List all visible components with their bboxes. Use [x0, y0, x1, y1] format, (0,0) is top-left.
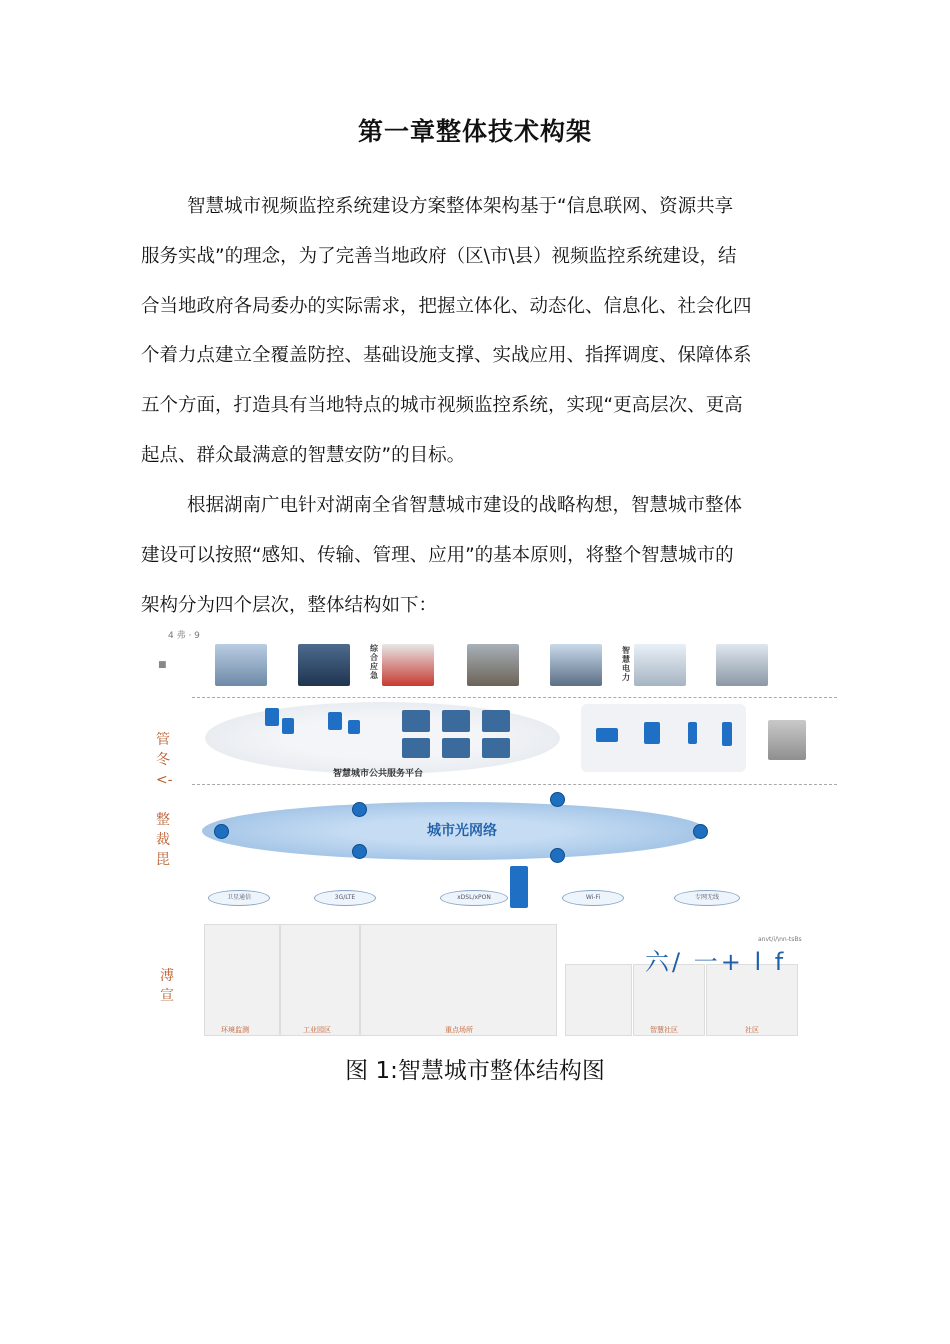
paragraph-line: 五个方面，打造具有当地特点的城市视频监控系统，实现“更高层次、更高 [141, 395, 743, 417]
client-icon [688, 722, 697, 744]
router-icon [550, 848, 565, 863]
platform-module-icon [442, 738, 470, 758]
router-icon [550, 792, 565, 807]
garbled-overlay: 六/ 一+ l f [645, 948, 787, 976]
network-type-oval: xDSL/xPON [440, 890, 508, 906]
layer-divider [192, 784, 837, 785]
server-icon [282, 718, 294, 734]
router-icon [352, 802, 367, 817]
sensing-panel [360, 924, 557, 1036]
platform-module-icon [482, 710, 510, 732]
building-icon [768, 720, 806, 760]
paragraph-line: 个着力点建立全覆盖防控、基础设施支撑、实战应用、指挥调度、保障体系 [141, 345, 752, 367]
network-type-oval: 卫星通信 [208, 890, 270, 906]
sensing-panel [565, 964, 632, 1036]
platform-name: 智慧城市公共服务平台 [333, 769, 424, 779]
panel-footer: 重点场所 [445, 1026, 473, 1034]
olt-device-icon [510, 866, 528, 908]
layer-divider [192, 697, 837, 698]
paragraph-line: 合当地政府各局委办的实际需求，把握立体化、动态化、信息化、社会化四 [141, 295, 752, 317]
page-title: 第一章整体技术构架 [357, 117, 592, 146]
app-layer-text: 4 弗 · 9 [168, 631, 200, 641]
app-side-mark: ■ [158, 660, 167, 670]
paragraph-line: 架构分为四个层次，整体结构如下： [141, 594, 438, 616]
corner-watermark: anvt/i/\nn-tsBs [758, 936, 802, 943]
panel-footer: 智慧社区 [650, 1026, 678, 1034]
platform-module-icon [482, 738, 510, 758]
paragraph-line: 服务实战”的理念，为了完善当地政府（区\市\县）视频监控系统建设，结 [141, 245, 737, 267]
devices-photo [716, 644, 768, 686]
sensing-panel [204, 924, 280, 1036]
server-icon [328, 712, 342, 730]
ambulance-photo [382, 644, 434, 686]
platform-module-icon [442, 710, 470, 732]
figure-caption: 图 1:智慧城市整体结构图 [345, 1058, 605, 1084]
network-name: 城市光网络 [427, 823, 497, 839]
mobile-terminal-icon [722, 722, 732, 746]
traffic-photo [467, 644, 519, 686]
wind-turbine-photo [634, 644, 686, 686]
sensing-layer-label: 溥宣 [160, 968, 174, 1004]
structure-paragraph [141, 481, 809, 630]
paragraph-line: 建设可以按照“感知、传输、管理、应用”的基本原则，将整个智慧城市的 [141, 544, 734, 566]
network-type-oval: Wi-Fi [562, 890, 624, 906]
server-icon [348, 720, 360, 734]
router-icon [214, 824, 229, 839]
sensing-panel [280, 924, 360, 1036]
monitor-icon [596, 728, 618, 742]
emergency-label: 综合应急 [370, 644, 378, 680]
architecture-figure [150, 624, 840, 1044]
panel-footer: 社区 [745, 1026, 759, 1034]
building-photo [298, 644, 350, 686]
panel-footer: 环境监测 [221, 1026, 249, 1034]
network-type-oval: 3G/LTE [314, 890, 376, 906]
paragraph-line: 根据湖南广电针对湖南全省智慧城市建设的战略构想，智慧城市整体 [187, 495, 743, 516]
server-icon [265, 708, 279, 726]
paragraph-line: 智慧城市视频监控系统建设方案整体架构基于“信息联网、资源共享 [187, 196, 734, 217]
screen-icon [644, 722, 660, 744]
platform-module-icon [402, 710, 430, 732]
factory-photo [550, 644, 602, 686]
network-type-oval: 专网无线 [674, 890, 740, 906]
city-photo [215, 644, 267, 686]
power-label: 智慧电力 [622, 646, 630, 682]
paragraph-line: 起点、群众最满意的智慧安防”的目标。 [141, 444, 466, 466]
panel-footer: 工业园区 [303, 1026, 331, 1034]
router-icon [693, 824, 708, 839]
router-icon [352, 844, 367, 859]
platform-module-icon [402, 738, 430, 758]
transport-layer-label: 整裁毘 [156, 812, 170, 868]
management-layer-label: 管冬<- [156, 732, 173, 788]
intro-paragraph [141, 182, 809, 481]
